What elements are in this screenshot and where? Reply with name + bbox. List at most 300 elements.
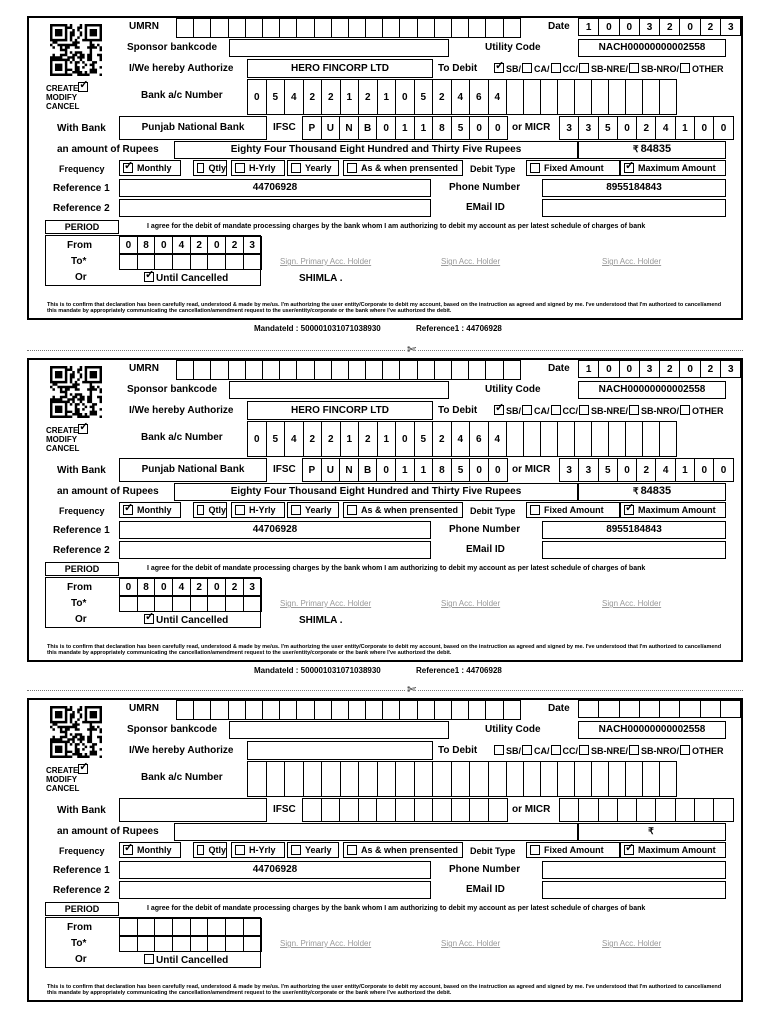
debit-type-checkbox-fixed_amount[interactable]: [530, 163, 540, 173]
frequency-checkbox-qtly[interactable]: [197, 845, 204, 855]
date-cells[interactable]: [578, 360, 741, 378]
frequency-label-monthly: Monthly: [137, 163, 172, 173]
ifsc-cells-cell: 0: [377, 458, 396, 482]
date-cells-cell: [721, 700, 741, 718]
utility-code-value: NACH00000000002558: [598, 384, 706, 395]
frequency-label-monthly: Monthly: [137, 845, 172, 855]
frequency-checkbox-as_when[interactable]: [347, 505, 357, 515]
email-label: EMail ID: [466, 202, 505, 213]
umrn-cells-cell: [504, 18, 521, 38]
ifsc-cells-cell: U: [322, 116, 341, 140]
frequency-option-hyrly[interactable]: [231, 502, 285, 518]
qr-code-icon: [50, 24, 102, 76]
frequency-checkbox-hyrly[interactable]: [235, 845, 245, 855]
until-cancelled-checkbox[interactable]: [144, 954, 154, 964]
frequency-label-hyrly: H-Yrly: [249, 845, 276, 855]
ifsc-cells[interactable]: [302, 116, 508, 140]
frequency-option-qtly[interactable]: [193, 160, 227, 176]
frequency-option-as_when[interactable]: [343, 502, 463, 518]
account-type-checkbox-1[interactable]: [522, 405, 532, 415]
to-date-cells-cell: [191, 936, 209, 952]
or-label: Or: [75, 954, 87, 965]
bank-account-cells-cell: [524, 79, 541, 115]
bank-account-cells-cell: [322, 761, 341, 797]
account-type-checkbox-3[interactable]: [579, 745, 589, 755]
frequency-option-monthly[interactable]: [119, 502, 181, 518]
reference2-field[interactable]: [119, 881, 431, 899]
bank-account-cells-cell: [626, 761, 643, 797]
umrn-cells-cell: [383, 18, 400, 38]
bank-account-cells-cell: [592, 79, 609, 115]
reference1-value: 44706928: [252, 524, 298, 535]
to-date-cells-cell: [138, 596, 156, 612]
account-type-label: SB-NRO/: [641, 64, 680, 74]
micr-cells-cell: [560, 798, 579, 822]
cut-line-2: [27, 690, 743, 691]
umrn-cells-cell: [280, 360, 297, 380]
bank-account-cells-cell: [558, 421, 575, 457]
bank-account-cells-cell: [415, 761, 434, 797]
frequency-label-qtly: Qtly: [208, 505, 226, 515]
bank-account-cells-cell: [541, 421, 558, 457]
email-field[interactable]: [542, 199, 726, 217]
with-bank-label: With Bank: [57, 123, 106, 134]
debit-type-checkbox-fixed_amount[interactable]: [530, 845, 540, 855]
umrn-cells-cell: [194, 360, 211, 380]
account-type-label: CA/: [534, 746, 550, 756]
umrn-cells-cell: [504, 700, 521, 720]
account-type-checkbox-1[interactable]: [522, 745, 532, 755]
debit-type-option-maximum_amount[interactable]: [620, 160, 726, 176]
to-date-cells[interactable]: [119, 254, 262, 270]
frequency-checkbox-yearly[interactable]: [291, 163, 301, 173]
sponsor-bankcode-label: Sponsor bankcode: [127, 384, 218, 395]
micr-cells[interactable]: [559, 116, 734, 140]
to-date-cells-cell: [244, 596, 262, 612]
bank-account-cells-cell: [507, 421, 524, 457]
frequency-option-monthly[interactable]: [119, 160, 181, 176]
from-date-cells-cell: [120, 918, 138, 936]
account-type-label: OTHER: [692, 406, 724, 416]
frequency-label: Frequency: [59, 164, 105, 174]
umrn-cells-cell: [229, 18, 246, 38]
umrn-cells-cell: [349, 18, 366, 38]
or-label: Or: [75, 614, 87, 625]
ifsc-cells-cell: 5: [452, 116, 471, 140]
account-type-checkbox-2[interactable]: [551, 405, 561, 415]
sign-holder-2[interactable]: Sign Acc. Holder: [441, 939, 501, 948]
sign-holder-3[interactable]: Sign Acc. Holder: [602, 257, 662, 266]
sign-holder-3[interactable]: Sign Acc. Holder: [602, 939, 662, 948]
account-type-checkbox-4[interactable]: [629, 745, 639, 755]
from-date-cells[interactable]: [119, 578, 262, 596]
place-value: SHIMLA .: [299, 615, 343, 626]
micr-cells-cell: [618, 798, 637, 822]
ifsc-cells-cell: [415, 798, 434, 822]
create-option[interactable]: [46, 764, 90, 775]
sponsor-bankcode-label: Sponsor bankcode: [127, 724, 218, 735]
frequency-checkbox-as_when[interactable]: [347, 163, 357, 173]
sign-holder-2[interactable]: Sign Acc. Holder: [441, 257, 501, 266]
to-date-cells[interactable]: [119, 936, 262, 952]
to-date-cells-cell: [191, 254, 209, 270]
frequency-label-as_when: As & when prensented: [361, 845, 459, 855]
micr-cells[interactable]: [559, 458, 734, 482]
debit-type-option-maximum_amount[interactable]: [620, 502, 726, 518]
bank-account-cells-cell: [359, 761, 378, 797]
reference2-label: Reference 2: [53, 545, 110, 556]
with-bank-label: With Bank: [57, 805, 106, 816]
ifsc-cells-cell: [303, 798, 322, 822]
from-date-cells[interactable]: [119, 236, 262, 254]
create-label: CREATE: [46, 84, 79, 93]
date-cells-cell: [701, 700, 721, 718]
micr-cells-cell: 0: [714, 116, 733, 140]
sign-holder-2[interactable]: Sign Acc. Holder: [441, 599, 501, 608]
sign-primary-holder[interactable]: Sign. Primary Acc. Holder: [280, 939, 372, 948]
from-date-cells[interactable]: [119, 918, 262, 936]
account-type-checkbox-4[interactable]: [629, 63, 639, 73]
period-label: PERIOD: [64, 564, 100, 574]
account-type-checkbox-0[interactable]: [494, 405, 504, 415]
ifsc-cells-cell: 1: [415, 116, 434, 140]
umrn-cells-cell: [315, 700, 332, 720]
umrn-cells-cell: [435, 360, 452, 380]
ifsc-cells[interactable]: [302, 798, 508, 822]
to-label: To*: [71, 938, 87, 949]
or-label: Or: [75, 272, 87, 283]
from-date-cells-cell: 0: [120, 578, 138, 596]
ifsc-cells-cell: 0: [489, 458, 508, 482]
to-label: To*: [71, 256, 87, 267]
umrn-cells-cell: [452, 360, 469, 380]
umrn-cells[interactable]: [176, 360, 521, 380]
frequency-checkbox-monthly[interactable]: [123, 163, 133, 173]
debit-type-checkbox-maximum_amount[interactable]: [624, 163, 634, 173]
to-date-cells-cell: [120, 254, 138, 270]
debit-type-checkbox-maximum_amount[interactable]: [624, 505, 634, 515]
reference1-footer: Reference1 : 44706928: [416, 324, 502, 333]
bank-account-cells-cell: [541, 761, 558, 797]
micr-cells[interactable]: [559, 798, 734, 822]
from-date-cells-cell: 4: [173, 578, 191, 596]
bank-account-cells[interactable]: [247, 761, 677, 797]
until-cancelled-option[interactable]: [144, 954, 228, 966]
frequency-checkbox-yearly[interactable]: [291, 845, 301, 855]
frequency-option-yearly[interactable]: [287, 160, 339, 176]
umrn-cells-cell: [452, 18, 469, 38]
until-cancelled-option[interactable]: [144, 614, 228, 626]
frequency-checkbox-qtly[interactable]: [197, 505, 204, 515]
mandate-form-2: [27, 358, 743, 662]
frequency-label-qtly: Qtly: [208, 845, 226, 855]
umrn-cells-cell: [297, 700, 314, 720]
bank-account-label: Bank a/c Number: [141, 772, 223, 783]
to-date-cells-cell: [226, 254, 244, 270]
debit-type-option-fixed_amount[interactable]: [526, 842, 620, 858]
bank-account-cells-cell: 5: [415, 421, 434, 457]
date-label: Date: [548, 363, 570, 374]
to-date-cells-cell: [208, 936, 226, 952]
frequency-option-yearly[interactable]: [287, 842, 339, 858]
umrn-cells-cell: [194, 700, 211, 720]
create-option[interactable]: [46, 424, 90, 435]
bank-account-cells-cell: 1: [341, 421, 360, 457]
umrn-cells-cell: [349, 700, 366, 720]
email-field[interactable]: [542, 541, 726, 559]
to-date-cells-cell: [155, 936, 173, 952]
bank-account-cells-cell: 4: [452, 421, 471, 457]
from-date-cells-cell: [138, 918, 156, 936]
umrn-cells[interactable]: [176, 700, 521, 720]
to-date-cells-cell: [138, 254, 156, 270]
bank-account-cells-cell: 1: [378, 79, 397, 115]
bank-account-cells-cell: [575, 79, 592, 115]
bank-account-cells-cell: [507, 761, 524, 797]
account-type-checkbox-0[interactable]: [494, 63, 504, 73]
account-type-checkbox-3[interactable]: [579, 63, 589, 73]
ifsc-cells[interactable]: [302, 458, 508, 482]
email-field[interactable]: [542, 881, 726, 899]
phone-field: [542, 861, 726, 879]
to-date-cells[interactable]: [119, 596, 262, 612]
create-modify-cancel-group: [46, 82, 90, 111]
from-date-cells-cell: [208, 918, 226, 936]
bank-account-cells-cell: 1: [341, 79, 360, 115]
account-type-checkbox-1[interactable]: [522, 63, 532, 73]
umrn-cells-cell: [366, 360, 383, 380]
micr-cells-cell: 3: [560, 458, 579, 482]
date-cells-cell: 2: [660, 18, 680, 36]
debit-type-checkbox-maximum_amount[interactable]: [624, 845, 634, 855]
date-label: Date: [548, 21, 570, 32]
to-date-cells-cell: [138, 936, 156, 952]
sponsor-bankcode-field[interactable]: [229, 39, 449, 57]
date-cells[interactable]: [578, 18, 741, 36]
period-label: PERIOD: [64, 222, 100, 232]
date-cells-cell: 0: [680, 18, 700, 36]
account-type-checkbox-2[interactable]: [551, 63, 561, 73]
cancel-label[interactable]: CANCEL: [46, 784, 80, 793]
frequency-checkbox-qtly[interactable]: [197, 163, 204, 173]
bank-account-cells-cell: [541, 79, 558, 115]
reference2-field[interactable]: [119, 541, 431, 559]
sponsor-bankcode-field[interactable]: [229, 721, 449, 739]
umrn-cells-cell: [469, 700, 486, 720]
frequency-label-hyrly: H-Yrly: [249, 505, 276, 515]
umrn-cells-cell: [418, 18, 435, 38]
account-type-label: OTHER: [692, 64, 724, 74]
bank-account-cells-cell: [524, 761, 541, 797]
frequency-option-yearly[interactable]: [287, 502, 339, 518]
amount-figure: [578, 825, 726, 837]
create-checkbox[interactable]: [78, 82, 88, 92]
modify-label[interactable]: MODIFY: [46, 775, 78, 784]
bank-account-cells-cell: [304, 761, 323, 797]
umrn-cells-cell: [263, 700, 280, 720]
agree-text: I agree for the debit of mandate processing charges by the bank whom I am authorizing to debit my account as per latest schedule of charges of bank: [147, 905, 646, 912]
to-date-cells-cell: [155, 596, 173, 612]
mandate-id-footer: MandateId : 500001031071038930: [254, 324, 381, 333]
authorize-name-field: [247, 741, 433, 760]
bank-account-cells-cell: [592, 761, 609, 797]
bank-account-cells[interactable]: [247, 421, 677, 457]
to-date-cells-cell: [120, 936, 138, 952]
modify-label[interactable]: MODIFY: [46, 93, 78, 102]
from-date-cells-cell: 0: [120, 236, 138, 254]
debit-type-label-maximum_amount: Maximum Amount: [638, 845, 716, 855]
phone-label: Phone Number: [449, 182, 521, 193]
frequency-checkbox-monthly[interactable]: [123, 505, 133, 515]
create-checkbox[interactable]: [78, 424, 88, 434]
to-date-cells-cell: [173, 936, 191, 952]
account-type-checkbox-2[interactable]: [551, 745, 561, 755]
reference2-label: Reference 2: [53, 203, 110, 214]
umrn-cells-cell: [418, 700, 435, 720]
bank-account-cells-cell: 2: [433, 79, 452, 115]
umrn-cells-cell: [315, 18, 332, 38]
umrn-cells[interactable]: [176, 18, 521, 38]
frequency-checkbox-yearly[interactable]: [291, 505, 301, 515]
reference2-label: Reference 2: [53, 885, 110, 896]
reference1-label: Reference 1: [53, 525, 110, 536]
umrn-cells-cell: [229, 700, 246, 720]
umrn-cells-cell: [211, 18, 228, 38]
micr-cells-cell: 3: [579, 458, 598, 482]
account-type-checkbox-5[interactable]: [680, 405, 690, 415]
cancel-label[interactable]: CANCEL: [46, 102, 80, 111]
account-type-checkbox-4[interactable]: [629, 405, 639, 415]
account-type-checkbox-3[interactable]: [579, 405, 589, 415]
frequency-label-as_when: As & when prensented: [361, 505, 459, 515]
date-cells-cell: 0: [680, 360, 700, 378]
create-option[interactable]: [46, 82, 90, 93]
umrn-label: UMRN: [129, 21, 159, 32]
cancel-label[interactable]: CANCEL: [46, 444, 80, 453]
until-cancelled-option[interactable]: [144, 272, 228, 284]
frequency-checkbox-monthly[interactable]: [123, 845, 133, 855]
bank-account-cells-cell: [558, 761, 575, 797]
amount-words-field: [174, 823, 578, 841]
ifsc-cells-cell: [340, 798, 359, 822]
sponsor-bankcode-field[interactable]: [229, 381, 449, 399]
bank-account-cells-cell: 2: [359, 421, 378, 457]
frequency-checkbox-hyrly[interactable]: [235, 163, 245, 173]
debit-type-checkbox-fixed_amount[interactable]: [530, 505, 540, 515]
amount-figure: [578, 485, 726, 497]
to-date-cells-cell: [173, 596, 191, 612]
phone-value: 8955184843: [606, 182, 662, 193]
sign-holder-3[interactable]: Sign Acc. Holder: [602, 599, 662, 608]
debit-type-option-fixed_amount[interactable]: [526, 502, 620, 518]
sign-primary-holder[interactable]: Sign. Primary Acc. Holder: [280, 257, 372, 266]
frequency-checkbox-as_when[interactable]: [347, 845, 357, 855]
email-label: EMail ID: [466, 884, 505, 895]
create-checkbox[interactable]: [78, 764, 88, 774]
sign-primary-holder[interactable]: Sign. Primary Acc. Holder: [280, 599, 372, 608]
bank-account-cells-cell: [609, 761, 626, 797]
account-type-label: SB/: [506, 406, 522, 416]
bank-account-cells-cell: [643, 421, 660, 457]
bank-account-cells-cell: [524, 421, 541, 457]
account-type-label: SB-NRE/: [591, 64, 629, 74]
until-cancelled-label: Until Cancelled: [156, 955, 229, 966]
date-cells[interactable]: [578, 700, 741, 718]
frequency-checkbox-hyrly[interactable]: [235, 505, 245, 515]
reference1-footer: Reference1 : 44706928: [416, 666, 502, 675]
ifsc-cells-cell: 5: [452, 458, 471, 482]
to-date-cells-cell: [226, 936, 244, 952]
debit-account-type-group: [494, 745, 725, 756]
until-cancelled-checkbox[interactable]: [144, 272, 154, 282]
umrn-cells-cell: [297, 18, 314, 38]
amount-words-value: Eighty Four Thousand Eight Hundred and Thirty Five Rupees: [230, 144, 522, 155]
bank-account-cells-cell: 0: [396, 421, 415, 457]
qr-code-icon: [50, 366, 102, 418]
debit-type-option-fixed_amount[interactable]: [526, 160, 620, 176]
reference2-field[interactable]: [119, 199, 431, 217]
modify-label[interactable]: MODIFY: [46, 435, 78, 444]
bank-account-cells-cell: [592, 421, 609, 457]
debit-account-type-group: [494, 63, 725, 74]
from-date-cells-cell: 3: [244, 578, 262, 596]
umrn-cells-cell: [400, 360, 417, 380]
from-date-cells-cell: 2: [226, 236, 244, 254]
ifsc-cells-cell: [322, 798, 341, 822]
frequency-option-monthly[interactable]: [119, 842, 181, 858]
umrn-cells-cell: [263, 360, 280, 380]
bank-account-cells[interactable]: [247, 79, 677, 115]
from-label: From: [67, 922, 92, 933]
frequency-option-hyrly[interactable]: [231, 160, 285, 176]
authorize-name-value: HERO FINCORP LTD: [291, 405, 389, 416]
umrn-cells-cell: [297, 360, 314, 380]
frequency-option-hyrly[interactable]: [231, 842, 285, 858]
date-cells-cell: 2: [660, 360, 680, 378]
account-type-checkbox-0[interactable]: [494, 745, 504, 755]
from-date-cells-cell: 2: [226, 578, 244, 596]
amount-words-value: Eighty Four Thousand Eight Hundred and Thirty Five Rupees: [230, 486, 522, 497]
to-date-cells-cell: [226, 596, 244, 612]
account-type-label: CC/: [562, 64, 579, 74]
frequency-option-as_when[interactable]: [343, 160, 463, 176]
micr-cells-cell: 0: [618, 458, 637, 482]
umrn-cells-cell: [486, 18, 503, 38]
bank-account-cells-cell: 5: [267, 421, 286, 457]
bank-account-cells-cell: [660, 421, 677, 457]
to-debit-label: To Debit: [438, 405, 478, 416]
frequency-option-qtly[interactable]: [193, 842, 227, 858]
create-label: CREATE: [46, 766, 79, 775]
micr-label: or MICR: [512, 804, 551, 815]
bank-account-cells-cell: 2: [322, 421, 341, 457]
bank-account-cells-cell: 2: [304, 421, 323, 457]
account-type-checkbox-5[interactable]: [680, 63, 690, 73]
utility-code-value: NACH00000000002558: [598, 724, 706, 735]
mandate-form-1: [27, 16, 743, 320]
ifsc-cells-cell: 1: [396, 458, 415, 482]
frequency-label: Frequency: [59, 846, 105, 856]
debit-type-option-maximum_amount[interactable]: [620, 842, 726, 858]
account-type-checkbox-5[interactable]: [680, 745, 690, 755]
date-cells-cell: 3: [721, 360, 741, 378]
until-cancelled-checkbox[interactable]: [144, 614, 154, 624]
micr-cells-cell: [695, 798, 714, 822]
frequency-option-as_when[interactable]: [343, 842, 463, 858]
frequency-option-qtly[interactable]: [193, 502, 227, 518]
umrn-cells-cell: [246, 18, 263, 38]
bank-account-cells-cell: [507, 79, 524, 115]
